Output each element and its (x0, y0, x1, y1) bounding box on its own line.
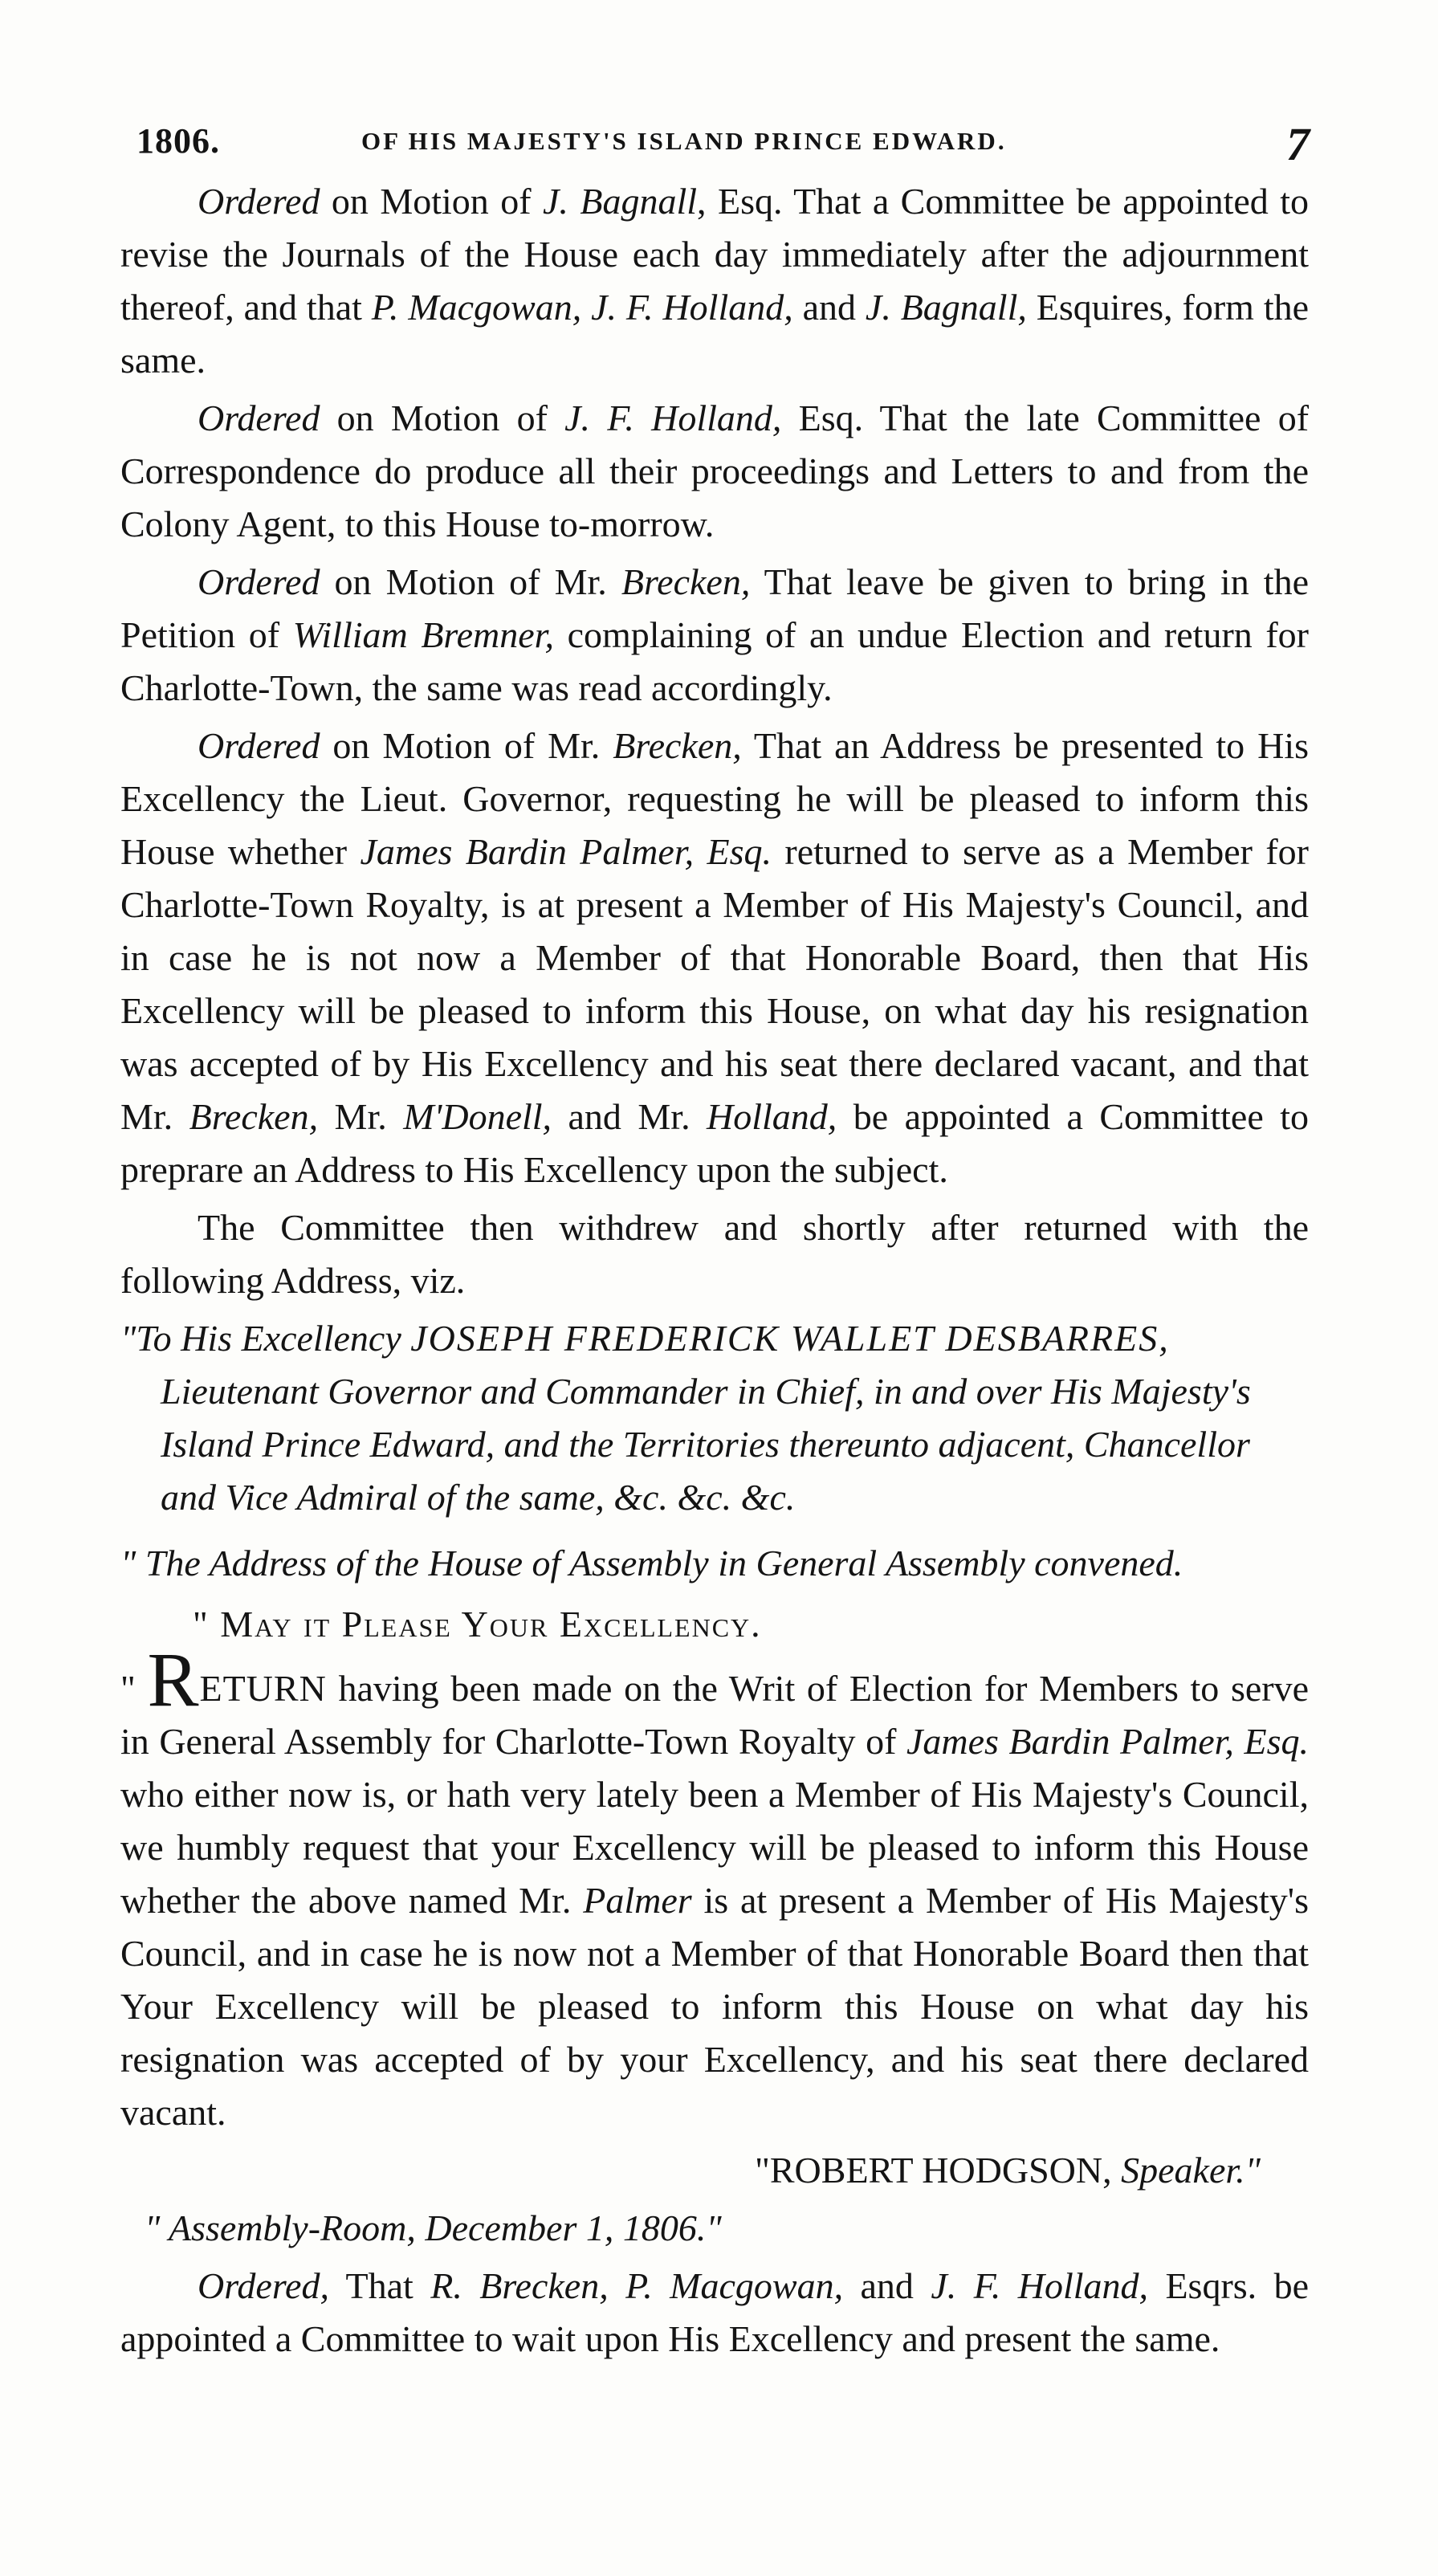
person-name: J. Bagnall, (865, 287, 1027, 328)
person-name: P. Macgowan, J. F. Holland, (371, 287, 793, 328)
paragraph-final-order (120, 2260, 1309, 2366)
person-name: William Bremner, (292, 614, 554, 655)
ordered-label: Ordered (198, 561, 320, 602)
speaker-signature (120, 2144, 1309, 2197)
speaker-role: Speaker." (1121, 2150, 1261, 2191)
text-run: returned to serve as a Member for Charlotte-Town Royalty, is at present a Member of His Majesty's Council, and in case he is not now a Member of that Honorable Board, then that His Excellency will be pleased to inform this House, on what day his resignation was accepted of by His Excellency and his seat there declared vacant, and that Mr. (120, 831, 1309, 1137)
text-run: on Motion of (320, 397, 565, 438)
speaker-name: "ROBERT HODGSON, (755, 2150, 1122, 2191)
person-name: Brecken, (613, 725, 742, 766)
text-run: , Esq. That a Committee be appointed to revise the Journals of the House each day immediately after the adjournment thereof, and that (120, 181, 1310, 328)
ordered-label: Ordered (198, 725, 320, 766)
ordered-label: Ordered (198, 181, 320, 222)
person-name: Brecken, (189, 1096, 319, 1137)
governor-name: JOSEPH FREDERICK WALLET DESBARRES, (410, 1318, 1170, 1359)
person-name: Brecken, (621, 561, 751, 602)
text-run: be appointed a Committee to preprare an Address to His Excellency upon the subject. (120, 1096, 1309, 1190)
paragraph-committee-returned: The Committee then withdrew and shortly after returned with the following Address, viz. (120, 1207, 1309, 1301)
person-name: Holland, (707, 1096, 837, 1137)
text-run: and Mr. (552, 1096, 707, 1137)
text-run: That (328, 2265, 431, 2306)
drop-cap: R (147, 1636, 200, 1722)
caps-word: ETURN (199, 1668, 327, 1709)
address-to: "To His Excellency (120, 1318, 411, 1359)
text-run: on Motion of (320, 181, 543, 222)
person-name: J. Bagnall (543, 181, 698, 222)
person-name: Palmer (583, 1880, 692, 1921)
text-run: complaining of an undue Election and return for Charlotte-Town, the same was read accordingly. (120, 614, 1309, 708)
text-run: and (792, 287, 866, 328)
text-run: is at present a Member of His Majesty's Council, and in case he is now not a Member of that Honorable Board then that Your Excellency will be pleased to inform this House on what day his resignation was accepted of by your Excellency, and his seat there declared vacant. (120, 1880, 1309, 2133)
text-run: Esquires, form the same. (120, 287, 1310, 381)
text-run: That leave be given to bring in the Petition of (120, 561, 1309, 655)
assembly-line: " The Address of the House of Assembly in General Assembly convened. (120, 1543, 1183, 1584)
salutation: " May it Please Your Excellency. (193, 1604, 762, 1645)
header-year: 1806. (136, 121, 220, 161)
ordered-label: Ordered, (198, 2265, 329, 2306)
text-run: and (843, 2265, 931, 2306)
address-heading (120, 1312, 1309, 1524)
paragraph-bagnall-motion (120, 175, 1309, 387)
header-title: OF HIS MAJESTY'S ISLAND PRINCE EDWARD. (361, 127, 1007, 155)
journal-body (120, 175, 1309, 2370)
paragraph-petition-motion (120, 556, 1309, 715)
text-run: who either now is, or hath very lately been a Member of His Majesty's Council, we humbly request that your Excellency will be pleased to inform this House whether the above named Mr. (120, 1774, 1309, 1921)
person-name: R. Brecken, P. Macgowan, (430, 2265, 844, 2306)
person-name: J. F. Holland, (564, 397, 782, 438)
person-name: James Bardin Palmer, Esq. (906, 1721, 1309, 1762)
paragraph-holland-motion (120, 392, 1309, 551)
text-run: on Motion of Mr. (320, 561, 621, 602)
text-run: on Motion of Mr. (320, 725, 613, 766)
open-quote: " (120, 1668, 148, 1709)
text-run: Esqrs. be appointed a Committee to wait upon His Excellency and present the same. (120, 2265, 1309, 2359)
text-run: having been made on the Writ of Election for Members to serve in General Assembly for Charlotte-Town Royalty of (120, 1668, 1310, 1762)
date-line: " Assembly-Room, December 1, 1806." (145, 2207, 722, 2248)
running-head (120, 120, 1342, 177)
text-run: That an Address be presented to His Excellency the Lieut. Governor, requesting he will be pleased to inform this House whether (120, 725, 1310, 872)
text-run: Esq. That the late Committee of Correspondence do produce all their proceedings and Letters to and from the Colony Agent, to this House to-morrow. (120, 397, 1310, 544)
governor-titles: Lieutenant Governor and Commander in Chief, in and over His Majesty's Island Prince Edward, and the Territories thereunto adjacent, Chancellor and Vice Admiral of the same, &c. &c. &c. (161, 1371, 1251, 1518)
address-body (120, 1636, 1310, 2139)
text-run: Mr. (318, 1096, 404, 1137)
person-name: James Bardin Palmer, Esq. (360, 831, 772, 872)
person-name: M'Donell, (403, 1096, 552, 1137)
person-name: J. F. Holland, (931, 2265, 1149, 2306)
page-number: 7 (1286, 118, 1310, 170)
paragraph-address-motion (120, 719, 1309, 1196)
ordered-label: Ordered (198, 397, 320, 438)
